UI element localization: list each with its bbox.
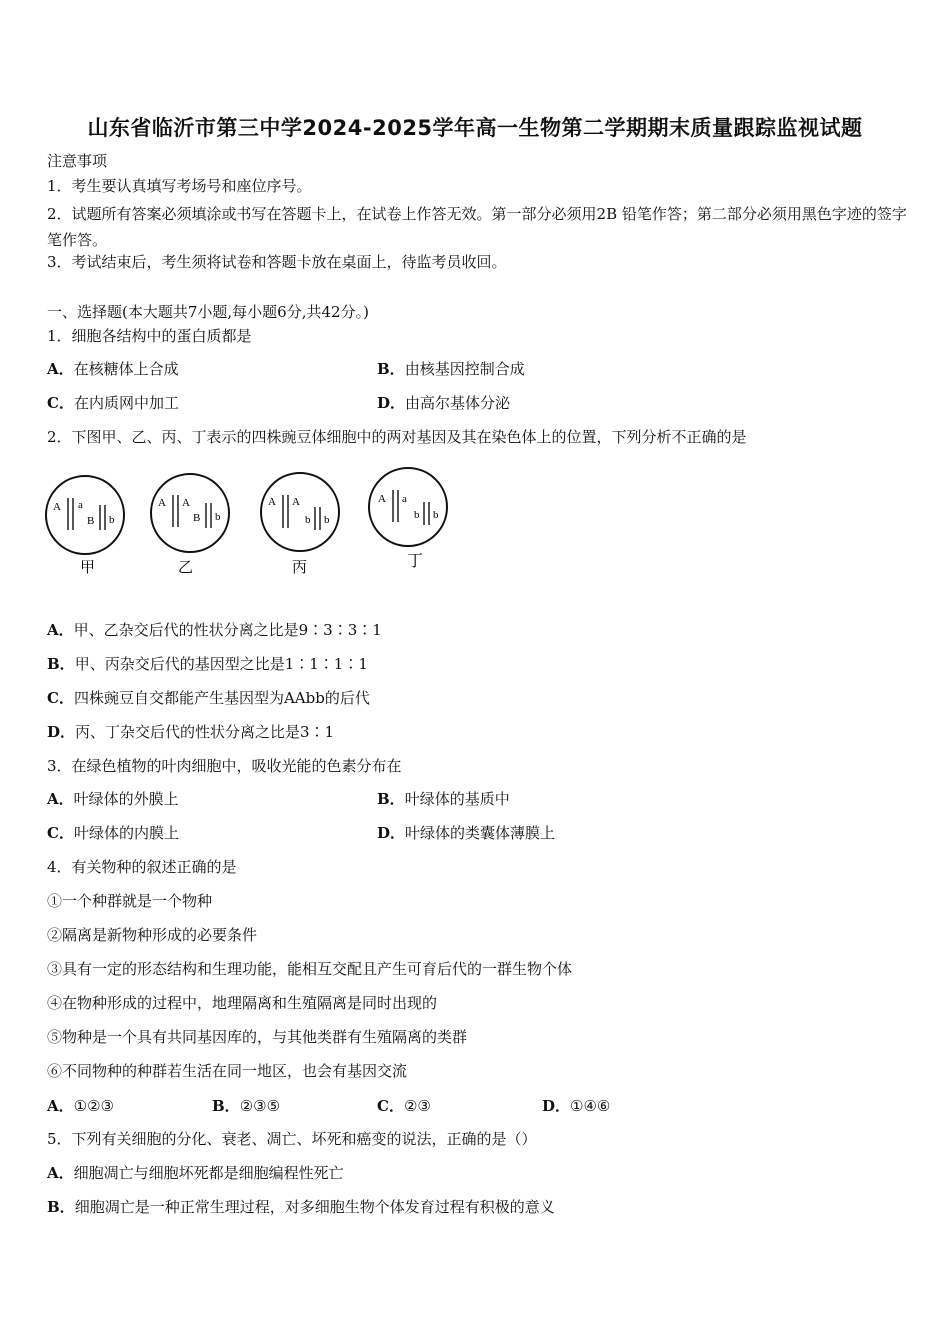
option-a: A．叶绿体的外膜上 (47, 790, 179, 808)
gene-label: b (433, 509, 439, 521)
option-c: C．叶绿体的内膜上 (47, 824, 179, 842)
notice-item: 2．试题所有答案必须填涂或书写在答题卡上，在试卷上作答无效。第一部分必须用2B 铅笔作答；第二部分必须用黑色字迹的签字笔作答。 (47, 205, 907, 249)
gene-label: A (53, 501, 61, 513)
gene-label: b (305, 514, 311, 526)
cell-diagram-figure (40, 460, 460, 585)
option-a: A．细胞凋亡与细胞坏死都是细胞编程性死亡 (47, 1164, 344, 1182)
option-a: A．①②③ (47, 1097, 114, 1115)
cell-bing (261, 473, 339, 576)
gene-label: b (414, 509, 420, 521)
gene-label: b (109, 514, 115, 526)
question-stem: 1．细胞各结构中的蛋白质都是 (47, 327, 252, 345)
option-d: D．叶绿体的类囊体薄膜上 (377, 824, 556, 842)
question-stem: 5．下列有关细胞的分化、衰老、凋亡、坏死和癌变的说法，正确的是（） (47, 1130, 537, 1148)
statement: ⑥不同物种的种群若生活在同一地区，也会有基因交流 (47, 1062, 408, 1080)
option-b: B．②③⑤ (212, 1097, 281, 1115)
option-c: C．②③ (377, 1097, 431, 1115)
cell-label: 乙 (178, 560, 194, 576)
notice-item: 3．考试结束后，考生须将试卷和答题卡放在桌面上，待监考员收回。 (47, 253, 507, 271)
gene-label: A (378, 493, 386, 505)
gene-label: a (78, 499, 83, 511)
question-stem: 2．下图甲、乙、丙、丁表示的四株豌豆体细胞中的两对基因及其在染色体上的位置，下列分析不正确的是 (47, 428, 747, 446)
option-c: C．四株豌豆自交都能产生基因型为AAbb的后代 (47, 689, 370, 707)
option-a: A．在核糖体上合成 (47, 360, 179, 378)
statement: ⑤物种是一个具有共同基因库的，与其他类群有生殖隔离的类群 (47, 1028, 468, 1046)
notice-item: 1．考生要认真填写考场号和座位序号。 (47, 177, 312, 195)
gene-label: b (324, 514, 330, 526)
page-title: 山东省临沂市第三中学2024-2025学年高一生物第二学期期末质量跟踪监视试题 (87, 116, 863, 140)
cell-jia (46, 476, 124, 576)
option-d: D．丙、丁杂交后代的性状分离之比是3∶1 (47, 723, 335, 741)
gene-label: A (158, 497, 166, 509)
statement: ②隔离是新物种形成的必要条件 (47, 926, 258, 944)
cell-label: 丙 (292, 560, 308, 576)
cell-yi (151, 474, 229, 576)
option-b: B．甲、丙杂交后代的基因型之比是1∶1∶1∶1 (47, 655, 368, 673)
gene-label: A (292, 496, 300, 508)
gene-label: b (215, 511, 221, 523)
statement: ①一个种群就是一个物种 (47, 892, 213, 910)
option-b: B．叶绿体的基质中 (377, 790, 510, 808)
option-d: D．由高尔基体分泌 (377, 394, 511, 412)
gene-label: B (193, 512, 201, 524)
statement: ③具有一定的形态结构和生理功能，能相互交配且产生可育后代的一群生物个体 (47, 960, 573, 978)
gene-label: A (268, 496, 276, 508)
gene-label: B (87, 515, 95, 527)
option-b: B．由核基因控制合成 (377, 360, 525, 378)
question-stem: 4．有关物种的叙述正确的是 (47, 858, 237, 876)
option-c: C．在内质网中加工 (47, 394, 179, 412)
statement: ④在物种形成的过程中，地理隔离和生殖隔离是同时出现的 (47, 994, 438, 1012)
option-a: A．甲、乙杂交后代的性状分离之比是9∶3∶3∶1 (47, 621, 382, 639)
cell-label: 甲 (80, 560, 96, 576)
section-heading: 一、选择题(本大题共7小题,每小题6分,共42分。) (47, 303, 369, 321)
cell-label: 丁 (407, 553, 424, 570)
gene-label: a (402, 493, 407, 505)
question-stem: 3．在绿色植物的叶肉细胞中，吸收光能的色素分布在 (47, 757, 402, 775)
option-b: B．细胞凋亡是一种正常生理过程，对多细胞生物个体发育过程有积极的意义 (47, 1198, 555, 1216)
cell-ding (369, 468, 447, 570)
option-d: D．①④⑥ (542, 1097, 611, 1115)
notice-heading: 注意事项 (47, 152, 108, 170)
gene-label: A (182, 497, 190, 509)
